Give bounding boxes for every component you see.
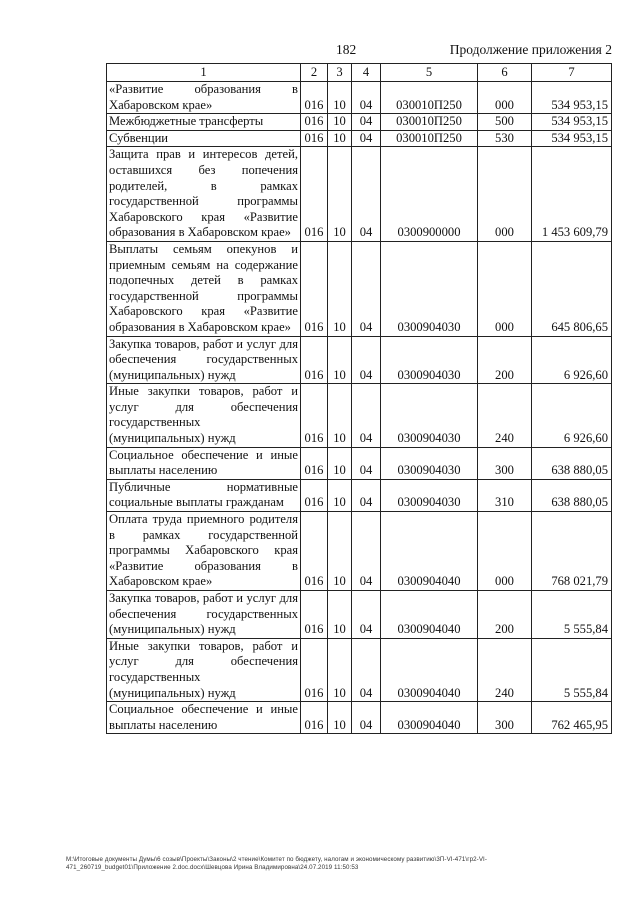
subsection-code-cell: 04 xyxy=(352,384,381,447)
subsection-code-cell: 04 xyxy=(352,591,381,639)
target-article-cell: 0300904040 xyxy=(381,512,478,591)
table-row xyxy=(107,384,612,447)
table-row xyxy=(107,479,612,511)
subsection-code-cell: 04 xyxy=(352,638,381,701)
expense-type-cell: 310 xyxy=(478,479,532,511)
ministry-code-cell: 016 xyxy=(301,241,328,336)
table-row xyxy=(107,336,612,384)
expense-type-cell: 240 xyxy=(478,638,532,701)
continuation-label: Продолжение приложения 2 xyxy=(449,42,612,57)
column-header-1: 1 xyxy=(107,64,301,82)
target-article-cell: 0300904030 xyxy=(381,479,478,511)
budget-table xyxy=(106,63,612,734)
amount-cell: 534 953,15 xyxy=(532,130,612,147)
section-code-cell: 10 xyxy=(328,82,352,114)
row-name-cell: Межбюджетные трансферты xyxy=(107,114,301,131)
expense-type-cell: 300 xyxy=(478,447,532,479)
subsection-code-cell: 04 xyxy=(352,130,381,147)
section-code-cell: 10 xyxy=(328,479,352,511)
column-header-7: 7 xyxy=(532,64,612,82)
section-code-cell: 10 xyxy=(328,447,352,479)
table-row xyxy=(107,147,612,242)
table-row xyxy=(107,130,612,147)
ministry-code-cell: 016 xyxy=(301,512,328,591)
row-name-cell: Иные закупки товаров, работ и услуг для обеспечения государственных (муниципальных) нужд xyxy=(107,384,301,447)
column-header-6: 6 xyxy=(478,64,532,82)
section-code-cell: 10 xyxy=(328,512,352,591)
expense-type-cell: 200 xyxy=(478,336,532,384)
amount-cell: 534 953,15 xyxy=(532,82,612,114)
section-code-cell: 10 xyxy=(328,702,352,734)
column-header-5: 5 xyxy=(381,64,478,82)
table-row xyxy=(107,638,612,701)
section-code-cell: 10 xyxy=(328,336,352,384)
amount-cell: 534 953,15 xyxy=(532,114,612,131)
row-name-cell: Выплаты семьям опекунов и приемным семьям на содержание подопечных детей в рамках государственной программы Хабаровского края «Развитие образования в Хабаровском крае» xyxy=(107,241,301,336)
expense-type-cell: 000 xyxy=(478,82,532,114)
subsection-code-cell: 04 xyxy=(352,702,381,734)
expense-type-cell: 500 xyxy=(478,114,532,131)
amount-cell: 1 453 609,79 xyxy=(532,147,612,242)
amount-cell: 6 926,60 xyxy=(532,384,612,447)
ministry-code-cell: 016 xyxy=(301,82,328,114)
amount-cell: 638 880,05 xyxy=(532,479,612,511)
expense-type-cell: 530 xyxy=(478,130,532,147)
target-article-cell: 030010П250 xyxy=(381,130,478,147)
target-article-cell: 0300904030 xyxy=(381,241,478,336)
table-row xyxy=(107,114,612,131)
table-row xyxy=(107,82,612,114)
table-row xyxy=(107,702,612,734)
expense-type-cell: 240 xyxy=(478,384,532,447)
section-code-cell: 10 xyxy=(328,591,352,639)
section-code-cell: 10 xyxy=(328,114,352,131)
subsection-code-cell: 04 xyxy=(352,447,381,479)
ministry-code-cell: 016 xyxy=(301,147,328,242)
target-article-cell: 0300904030 xyxy=(381,384,478,447)
ministry-code-cell: 016 xyxy=(301,447,328,479)
target-article-cell: 0300904040 xyxy=(381,591,478,639)
target-article-cell: 030010П250 xyxy=(381,82,478,114)
row-name-cell: Субвенции xyxy=(107,130,301,147)
row-name-cell: Социальное обеспечение и иные выплаты населению xyxy=(107,447,301,479)
expense-type-cell: 000 xyxy=(478,512,532,591)
subsection-code-cell: 04 xyxy=(352,479,381,511)
column-header-3: 3 xyxy=(328,64,352,82)
subsection-code-cell: 04 xyxy=(352,241,381,336)
ministry-code-cell: 016 xyxy=(301,114,328,131)
row-name-cell: Закупка товаров, работ и услуг для обеспечения государственных (муниципальных) нужд xyxy=(107,336,301,384)
amount-cell: 5 555,84 xyxy=(532,638,612,701)
target-article-cell: 0300904030 xyxy=(381,447,478,479)
row-name-cell: Публичные нормативные социальные выплаты гражданам xyxy=(107,479,301,511)
ministry-code-cell: 016 xyxy=(301,591,328,639)
table-row xyxy=(107,512,612,591)
target-article-cell: 030010П250 xyxy=(381,114,478,131)
amount-cell: 762 465,95 xyxy=(532,702,612,734)
table-row xyxy=(107,241,612,336)
row-name-cell: Закупка товаров, работ и услуг для обеспечения государственных (муниципальных) нужд xyxy=(107,591,301,639)
row-name-cell: «Развитие образования в Хабаровском крае» xyxy=(107,82,301,114)
expense-type-cell: 200 xyxy=(478,591,532,639)
ministry-code-cell: 016 xyxy=(301,336,328,384)
subsection-code-cell: 04 xyxy=(352,147,381,242)
ministry-code-cell: 016 xyxy=(301,384,328,447)
row-name-cell: Оплата труда приемного родителя в рамках государственной программы Хабаровского края «Развитие образования в Хабаровском крае» xyxy=(107,512,301,591)
expense-type-cell: 300 xyxy=(478,702,532,734)
ministry-code-cell: 016 xyxy=(301,638,328,701)
target-article-cell: 0300904040 xyxy=(381,702,478,734)
column-header-2: 2 xyxy=(301,64,328,82)
row-name-cell: Социальное обеспечение и иные выплаты населению xyxy=(107,702,301,734)
amount-cell: 645 806,65 xyxy=(532,241,612,336)
expense-type-cell: 000 xyxy=(478,147,532,242)
table-row xyxy=(107,591,612,639)
section-code-cell: 10 xyxy=(328,147,352,242)
column-header-4: 4 xyxy=(352,64,381,82)
amount-cell: 5 555,84 xyxy=(532,591,612,639)
ministry-code-cell: 016 xyxy=(301,130,328,147)
section-code-cell: 10 xyxy=(328,241,352,336)
section-code-cell: 10 xyxy=(328,130,352,147)
amount-cell: 638 880,05 xyxy=(532,447,612,479)
row-name-cell: Защита прав и интересов детей, оставшихся без попечения родителей, в рамках государственной программы Хабаровского края «Развитие образования в Хабаровском крае» xyxy=(107,147,301,242)
table-row xyxy=(107,447,612,479)
section-code-cell: 10 xyxy=(328,384,352,447)
amount-cell: 6 926,60 xyxy=(532,336,612,384)
row-name-cell: Иные закупки товаров, работ и услуг для обеспечения государственных (муниципальных) нужд xyxy=(107,638,301,701)
target-article-cell: 0300900000 xyxy=(381,147,478,242)
target-article-cell: 0300904030 xyxy=(381,336,478,384)
page-number: 182 xyxy=(336,42,357,57)
ministry-code-cell: 016 xyxy=(301,479,328,511)
footer-file-path: M:\Итоговые документы Думы\6 созыв\Проекты\Законы\2 чтение\Комитет по бюджету, налогам и экономическому развитию\3П-VI-471\гр2-VI-471_260719_budget01\Приложение 2.doc.docx\Шевцова Ирина Владимировна\24.07.2019 11:50:53 xyxy=(66,856,488,871)
subsection-code-cell: 04 xyxy=(352,82,381,114)
header-row xyxy=(107,64,612,82)
amount-cell: 768 021,79 xyxy=(532,512,612,591)
table-body xyxy=(107,82,612,734)
subsection-code-cell: 04 xyxy=(352,512,381,591)
section-code-cell: 10 xyxy=(328,638,352,701)
ministry-code-cell: 016 xyxy=(301,702,328,734)
expense-type-cell: 000 xyxy=(478,241,532,336)
subsection-code-cell: 04 xyxy=(352,114,381,131)
subsection-code-cell: 04 xyxy=(352,336,381,384)
target-article-cell: 0300904040 xyxy=(381,638,478,701)
